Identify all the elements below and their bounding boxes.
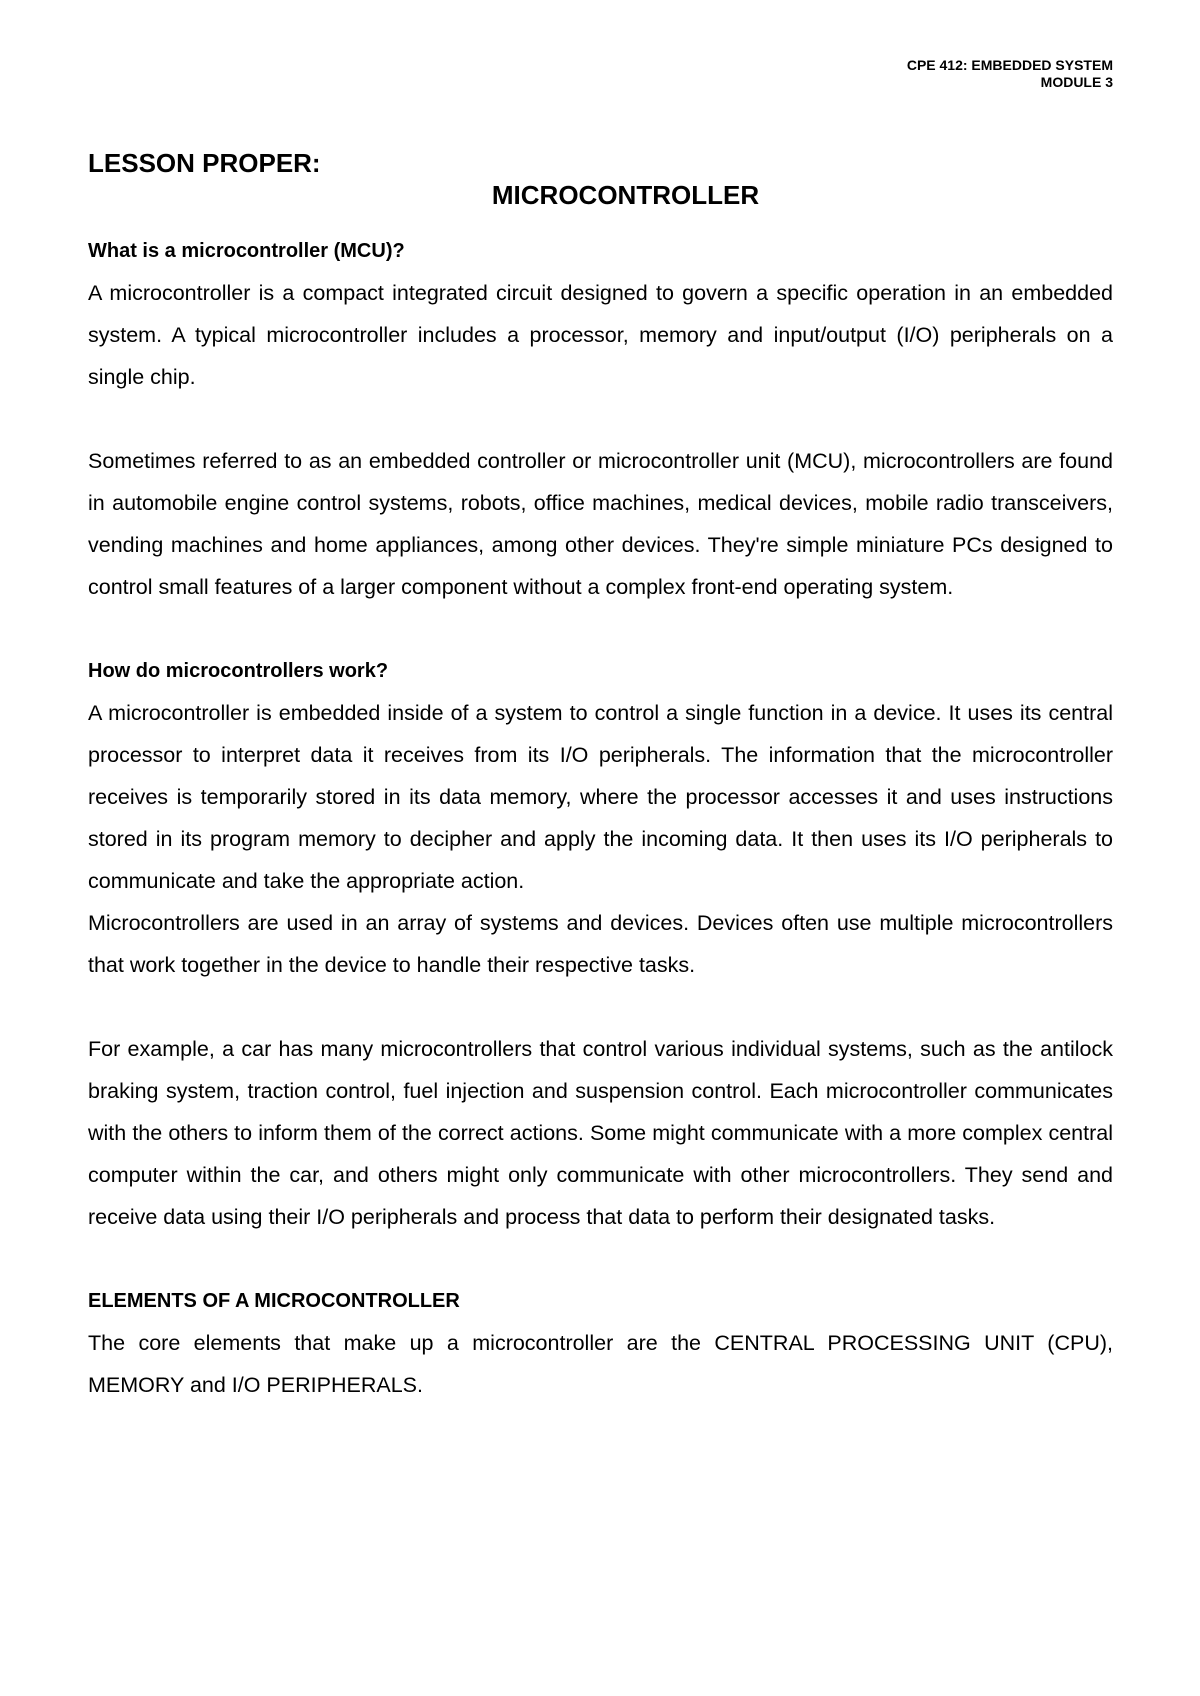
document-title: MICROCONTROLLER: [491, 180, 760, 210]
section-heading: ELEMENTS OF A MICROCONTROLLER: [88, 1290, 460, 1312]
paragraph: Microcontrollers are used in an array of systems and devices. Devices often use multiple microcontrollers that work together in the device to handle their respective tasks.: [88, 911, 1113, 977]
section-what-is-mcu: [88, 230, 1113, 608]
section-elements: [88, 1280, 1113, 1406]
paragraph: A microcontroller is a compact integrated circuit designed to govern a specific operation in an embedded system. A typical microcontroller includes a processor, memory and input/output (I/O) peripherals on a single chip.: [88, 281, 1113, 389]
section-heading: How do microcontrollers work?: [88, 660, 389, 682]
section-how-mcu-works: [88, 650, 1113, 1238]
paragraph: A microcontroller is embedded inside of a system to control a single function in a device. It uses its central processor to interpret data it receives from its I/O peripherals. The information that the microcontroller receives is temporarily stored in its data memory, where the processor accesses it and uses instructions stored in its program memory to decipher and apply the incoming data. It then uses its I/O peripherals to communicate and take the appropriate action.: [88, 701, 1113, 893]
document-body: [88, 148, 1113, 1406]
paragraph: Sometimes referred to as an embedded controller or microcontroller unit (MCU), microcontrollers are found in automobile engine control systems, robots, office machines, medical devices, mobile radio transceivers, vending machines and home appliances, among other devices. They're simple miniature PCs designed to control small features of a larger component without a complex front-end operating system.: [88, 449, 1113, 599]
course-code: CPE 412: EMBEDDED SYSTEM: [906, 57, 1113, 73]
lesson-title: LESSON PROPER:: [88, 148, 321, 178]
page-header: [907, 57, 1113, 91]
module-label: MODULE 3: [1040, 74, 1113, 90]
paragraph: The core elements that make up a microcontroller are the CENTRAL PROCESSING UNIT (CPU), MEMORY and I/O PERIPHERALS.: [88, 1331, 1113, 1397]
paragraph: For example, a car has many microcontrollers that control various individual systems, such as the antilock braking system, traction control, fuel injection and suspension control. Each microcontroller communicates with the others to inform them of the correct actions. Some might communicate with a more complex central computer within the car, and others might only communicate with other microcontrollers. They send and receive data using their I/O peripherals and process that data to perform their designated tasks.: [88, 1037, 1113, 1229]
section-heading: What is a microcontroller (MCU)?: [88, 240, 405, 262]
